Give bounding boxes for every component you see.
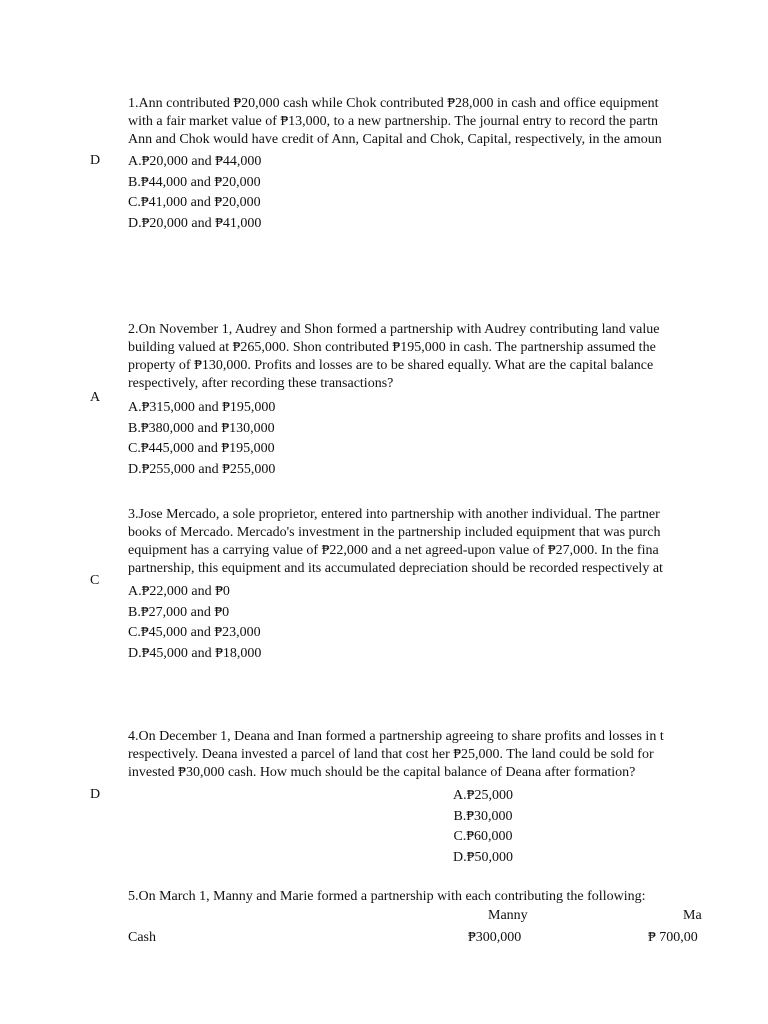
question-3-choices (128, 582, 261, 664)
cash-manny-value: ₱300,000 (468, 930, 522, 945)
question-4-choices (428, 786, 538, 868)
choice-b: B.₱380,000 and ₱130,000 (128, 420, 275, 436)
question-line: respectively, after recording these transactions? (128, 376, 394, 391)
question-5-text (128, 888, 768, 906)
question-line: partnership, this equipment and its accumulated depreciation should be recorded respectively at (128, 561, 663, 576)
choice-b: B.₱44,000 and ₱20,000 (128, 174, 261, 190)
question-line: building valued at ₱265,000. Shon contributed ₱195,000 in cash. The partnership assumed the (128, 340, 656, 355)
question-line: equipment has a carrying value of ₱22,000 and a net agreed-upon value of ₱27,000. In the fina (128, 543, 659, 558)
choice-d: D.₱255,000 and ₱255,000 (128, 461, 276, 477)
question-3-text (128, 506, 768, 578)
question-line: respectively. Deana invested a parcel of land that cost her ₱25,000. The land could be sold for (128, 747, 654, 762)
choice-a: A.₱20,000 and ₱44,000 (128, 154, 262, 169)
question-line: invested ₱30,000 cash. How much should be the capital balance of Deana after formation? (128, 765, 636, 780)
question-line: with a fair market value of ₱13,000, to a new partnership. The journal entry to record the partn (128, 114, 659, 129)
choice-c: C.₱445,000 and ₱195,000 (128, 441, 275, 456)
question-line: 4.On December 1, Deana and Inan formed a partnership agreeing to share profits and losses in t (128, 729, 664, 744)
question-1-text (128, 95, 768, 149)
column-header-manny: Manny (488, 908, 528, 923)
question-2-answer: A (90, 390, 101, 405)
choice-b: B.₱27,000 and ₱0 (128, 604, 230, 620)
question-line: 1.Ann contributed ₱20,000 cash while Chok contributed ₱28,000 in cash and office equipment (128, 96, 659, 111)
choice-d: D.₱20,000 and ₱41,000 (128, 215, 262, 231)
question-line: 2.On November 1, Audrey and Shon formed a partnership with Audrey contributing land value (128, 322, 660, 337)
choice-c: C.₱41,000 and ₱20,000 (128, 195, 261, 210)
choice-d: D.₱50,000 (453, 849, 513, 865)
question-1-answer: D (90, 153, 101, 168)
choice-a: A.₱22,000 and ₱0 (128, 584, 230, 599)
choice-a: A.₱315,000 and ₱195,000 (128, 400, 276, 415)
question-4-answer: D (90, 787, 101, 802)
question-line: property of ₱130,000. Profits and losses are to be shared equally. What are the capital balance (128, 358, 654, 373)
choice-a: A.₱25,000 (453, 788, 513, 803)
column-header-marie: Ma (683, 908, 702, 923)
choice-c: C.₱60,000 (453, 829, 513, 844)
question-line: 3.Jose Mercado, a sole proprietor, entered into partnership with another individual. The partner (128, 507, 660, 522)
question-2-text (128, 321, 768, 393)
choice-d: D.₱45,000 and ₱18,000 (128, 645, 262, 661)
question-line: 5.On March 1, Manny and Marie formed a partnership with each contributing the following: (128, 889, 646, 904)
question-3-answer: C (90, 573, 100, 588)
choice-c: C.₱45,000 and ₱23,000 (128, 625, 261, 640)
row-label-cash: Cash (128, 930, 156, 945)
question-line: books of Mercado. Mercado's investment in the partnership included equipment that was purch (128, 525, 661, 540)
cash-marie-value: ₱ 700,00 (648, 930, 698, 945)
question-1-choices (128, 152, 261, 234)
choice-b: B.₱30,000 (453, 808, 513, 824)
question-4-text (128, 728, 768, 782)
question-line: Ann and Chok would have credit of Ann, Capital and Chok, Capital, respectively, in the amoun (128, 132, 662, 147)
question-2-choices (128, 398, 275, 480)
